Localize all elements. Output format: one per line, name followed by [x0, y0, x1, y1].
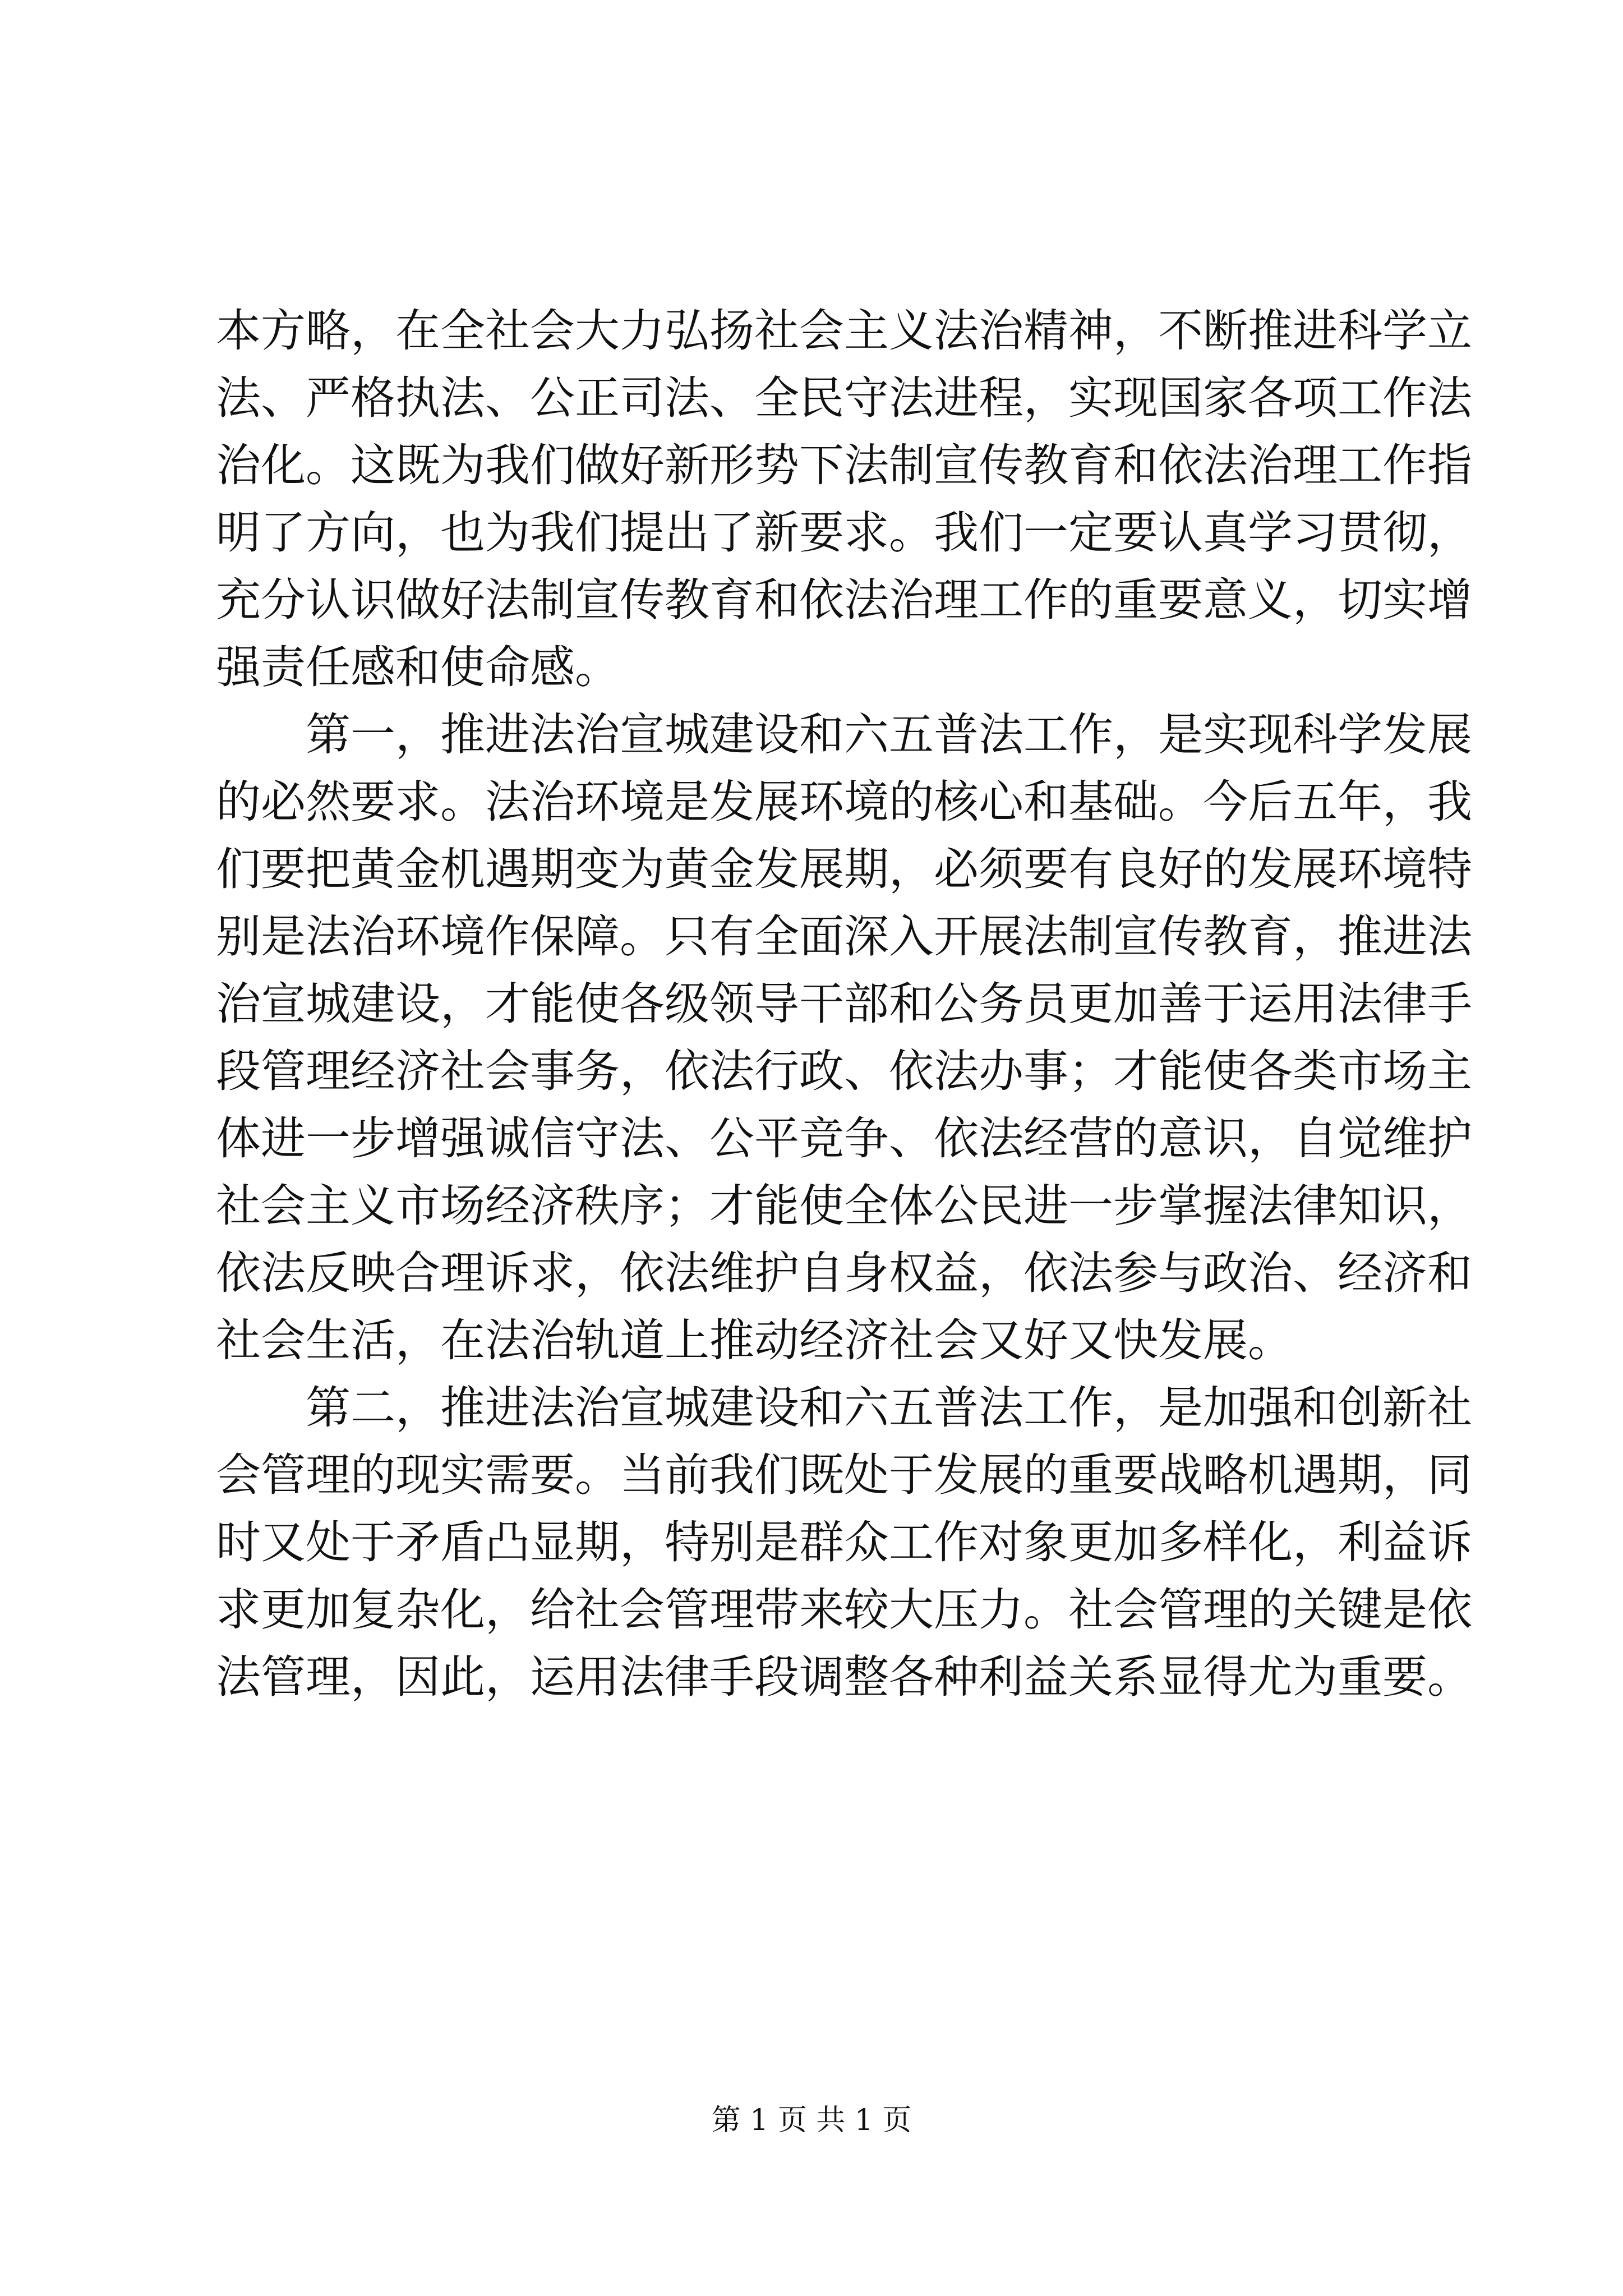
text-line: 治宣城建设，才能使各级领导干部和公务员更加善于运用法律手	[216, 978, 1472, 1030]
text-line: 求更加复杂化，给社会管理带来较大压力。社会管理的关键是依	[216, 1584, 1472, 1636]
text-line: 依法反映合理诉求，依法维护自身权益，依法参与政治、经济和	[216, 1247, 1472, 1299]
text-line: 会管理的现实需要。当前我们既处于发展的重要战略机遇期，同	[216, 1449, 1472, 1501]
text-line: 强责任感和使命感。	[216, 641, 620, 693]
page-footer: 第 1 页 共 1 页	[711, 2104, 912, 2137]
text-line: 第二，推进法治宣城建设和六五普法工作，是加强和创新社	[306, 1382, 1472, 1434]
text-line: 段管理经济社会事务，依法行政、依法办事；才能使各类市场主	[216, 1045, 1472, 1097]
text-line: 第一，推进法治宣城建设和六五普法工作，是实现科学发展	[306, 708, 1472, 761]
text-line: 本方略，在全社会大力弘扬社会主义法治精神，不断推进科学立	[216, 305, 1472, 357]
text-line: 社会生活，在法治轨道上推动经济社会又好又快发展。	[216, 1314, 1293, 1366]
text-line: 充分认识做好法制宣传教育和依法治理工作的重要意义，切实增	[216, 574, 1472, 626]
text-line: 明了方向，也为我们提出了新要求。我们一定要认真学习贯彻，	[216, 507, 1472, 559]
text-line: 治化。这既为我们做好新形势下法制宣传教育和依法治理工作指	[216, 439, 1472, 491]
text-line: 社会主义市场经济秩序；才能使全体公民进一步掌握法律知识，	[216, 1180, 1472, 1232]
text-line: 法管理，因此，运用法律手段调整各种利益关系显得尤为重要。	[216, 1651, 1472, 1703]
text-line: 别是法治环境作保障。只有全面深入开展法制宣传教育，推进法	[216, 910, 1472, 963]
text-line: 体进一步增强诚信守法、公平竞争、依法经营的意识，自觉维护	[216, 1112, 1472, 1165]
text-line: 的必然要求。法治环境是发展环境的核心和基础。今后五年，我	[216, 776, 1472, 828]
text-line: 时又处于矛盾凸显期，特别是群众工作对象更加多样化，利益诉	[216, 1516, 1472, 1568]
text-line: 法、严格执法、公正司法、全民守法进程，实现国家各项工作法	[216, 372, 1472, 424]
text-line: 们要把黄金机遇期变为黄金发展期，必须要有良好的发展环境特	[216, 843, 1472, 895]
